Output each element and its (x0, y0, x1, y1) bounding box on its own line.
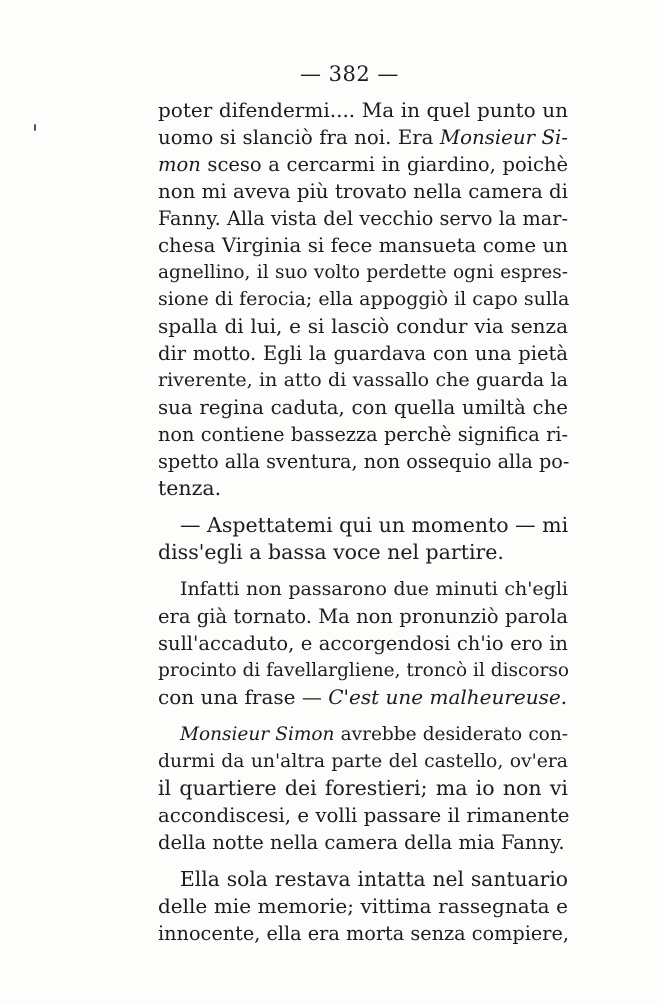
text-line (158, 920, 568, 947)
text-run: non contiene bassezza perchè significa ri- (158, 423, 568, 446)
text-run: sceso a cercarmi in giardino, poichè (200, 153, 568, 176)
text-run: spalla di lui, e si lasciò condur via senza (158, 314, 568, 338)
text-line (158, 97, 568, 124)
text-line (158, 475, 568, 502)
text-run: dir motto. Egli la guardava con una pietà (158, 342, 568, 365)
text-run: Fanny. Alla vista del vecchio servo la mar- (158, 207, 568, 230)
text-run: Ella sola restava intatta nel santuario (180, 867, 568, 891)
text-run: delle mie memorie; vittima rassegnata e (158, 894, 568, 918)
italic-text: mon (158, 153, 201, 176)
text-run: durmi da un'altra parte del castello, ov'era (158, 751, 568, 772)
text-line (158, 448, 568, 475)
text-line (158, 313, 568, 340)
text-run: sull'accaduto, e accorgendosi ch'io ero in (158, 632, 568, 655)
text-line (158, 124, 568, 151)
text-run: con una frase — (158, 685, 329, 709)
text-line (158, 151, 568, 178)
text-run: sua regina caduta, con quella umiltà che (158, 396, 568, 419)
text-line (158, 630, 568, 657)
text-run: innocente, ella era morta senza compiere, (158, 922, 569, 945)
text-run: della notte nella camera della mia Fanny. (158, 831, 565, 854)
text-run: spetto alla sventura, non ossequio alla po- (158, 450, 570, 473)
body-text (158, 97, 568, 947)
text-run: riverente, in atto di vassallo che guarda la (158, 369, 568, 391)
text-run: non mi aveva più trovato nella camera di (158, 180, 568, 203)
text-line (158, 866, 568, 893)
italic-text: Monsieur Si- (439, 126, 568, 149)
text-run: agnellino, il suo volto perdette ogni espres- (158, 262, 568, 283)
text-run: accondiscesi, e volli passare il rimanente (158, 804, 570, 827)
text-run: procinto di favellargliene, troncò il discorso (158, 660, 569, 681)
text-line (158, 286, 568, 313)
text-line (158, 802, 568, 829)
text-line (158, 340, 568, 367)
text-run: era già tornato. Ma non pronunziò parola (158, 605, 568, 628)
text-line (158, 205, 568, 232)
text-run: uomo si slanciò fra noi. Era (158, 126, 440, 149)
text-line (158, 684, 568, 711)
text-run: tenza. (158, 476, 222, 500)
text-line (158, 603, 568, 630)
page-number: — 382 — (300, 62, 399, 86)
text-line (158, 259, 568, 286)
text-run: diss'egli a bassa voce nel partire. (158, 540, 504, 564)
text-run: sione di ferocia; ella appoggiò il capo sulla (158, 288, 570, 310)
text-line (158, 232, 568, 259)
ink-speck (34, 124, 36, 131)
text-line (158, 367, 568, 394)
text-run: poter difendermi.... Ma in quel punto un (158, 98, 568, 122)
text-line (158, 178, 568, 205)
text-line (158, 829, 568, 856)
text-line (158, 421, 568, 448)
text-line (158, 512, 568, 539)
text-line (158, 748, 568, 775)
text-run: avrebbe desiderato con- (334, 724, 568, 745)
italic-text: Monsieur Simon (180, 724, 335, 745)
text-line (158, 576, 568, 603)
text-line (158, 721, 568, 748)
italic-text: C'est une malheureuse. (328, 685, 568, 709)
text-line (158, 893, 568, 920)
text-line (158, 394, 568, 421)
text-run: — Aspettatemi qui un momento — mi (180, 513, 569, 537)
text-run: Infatti non passarono due minuti ch'egli (180, 578, 568, 600)
text-run: chesa Virginia si fece mansueta come un (158, 234, 568, 257)
text-run: il quartiere dei forestieri; ma io non vi (158, 776, 568, 800)
text-line (158, 657, 568, 684)
text-line (158, 539, 568, 566)
text-line (158, 775, 568, 802)
